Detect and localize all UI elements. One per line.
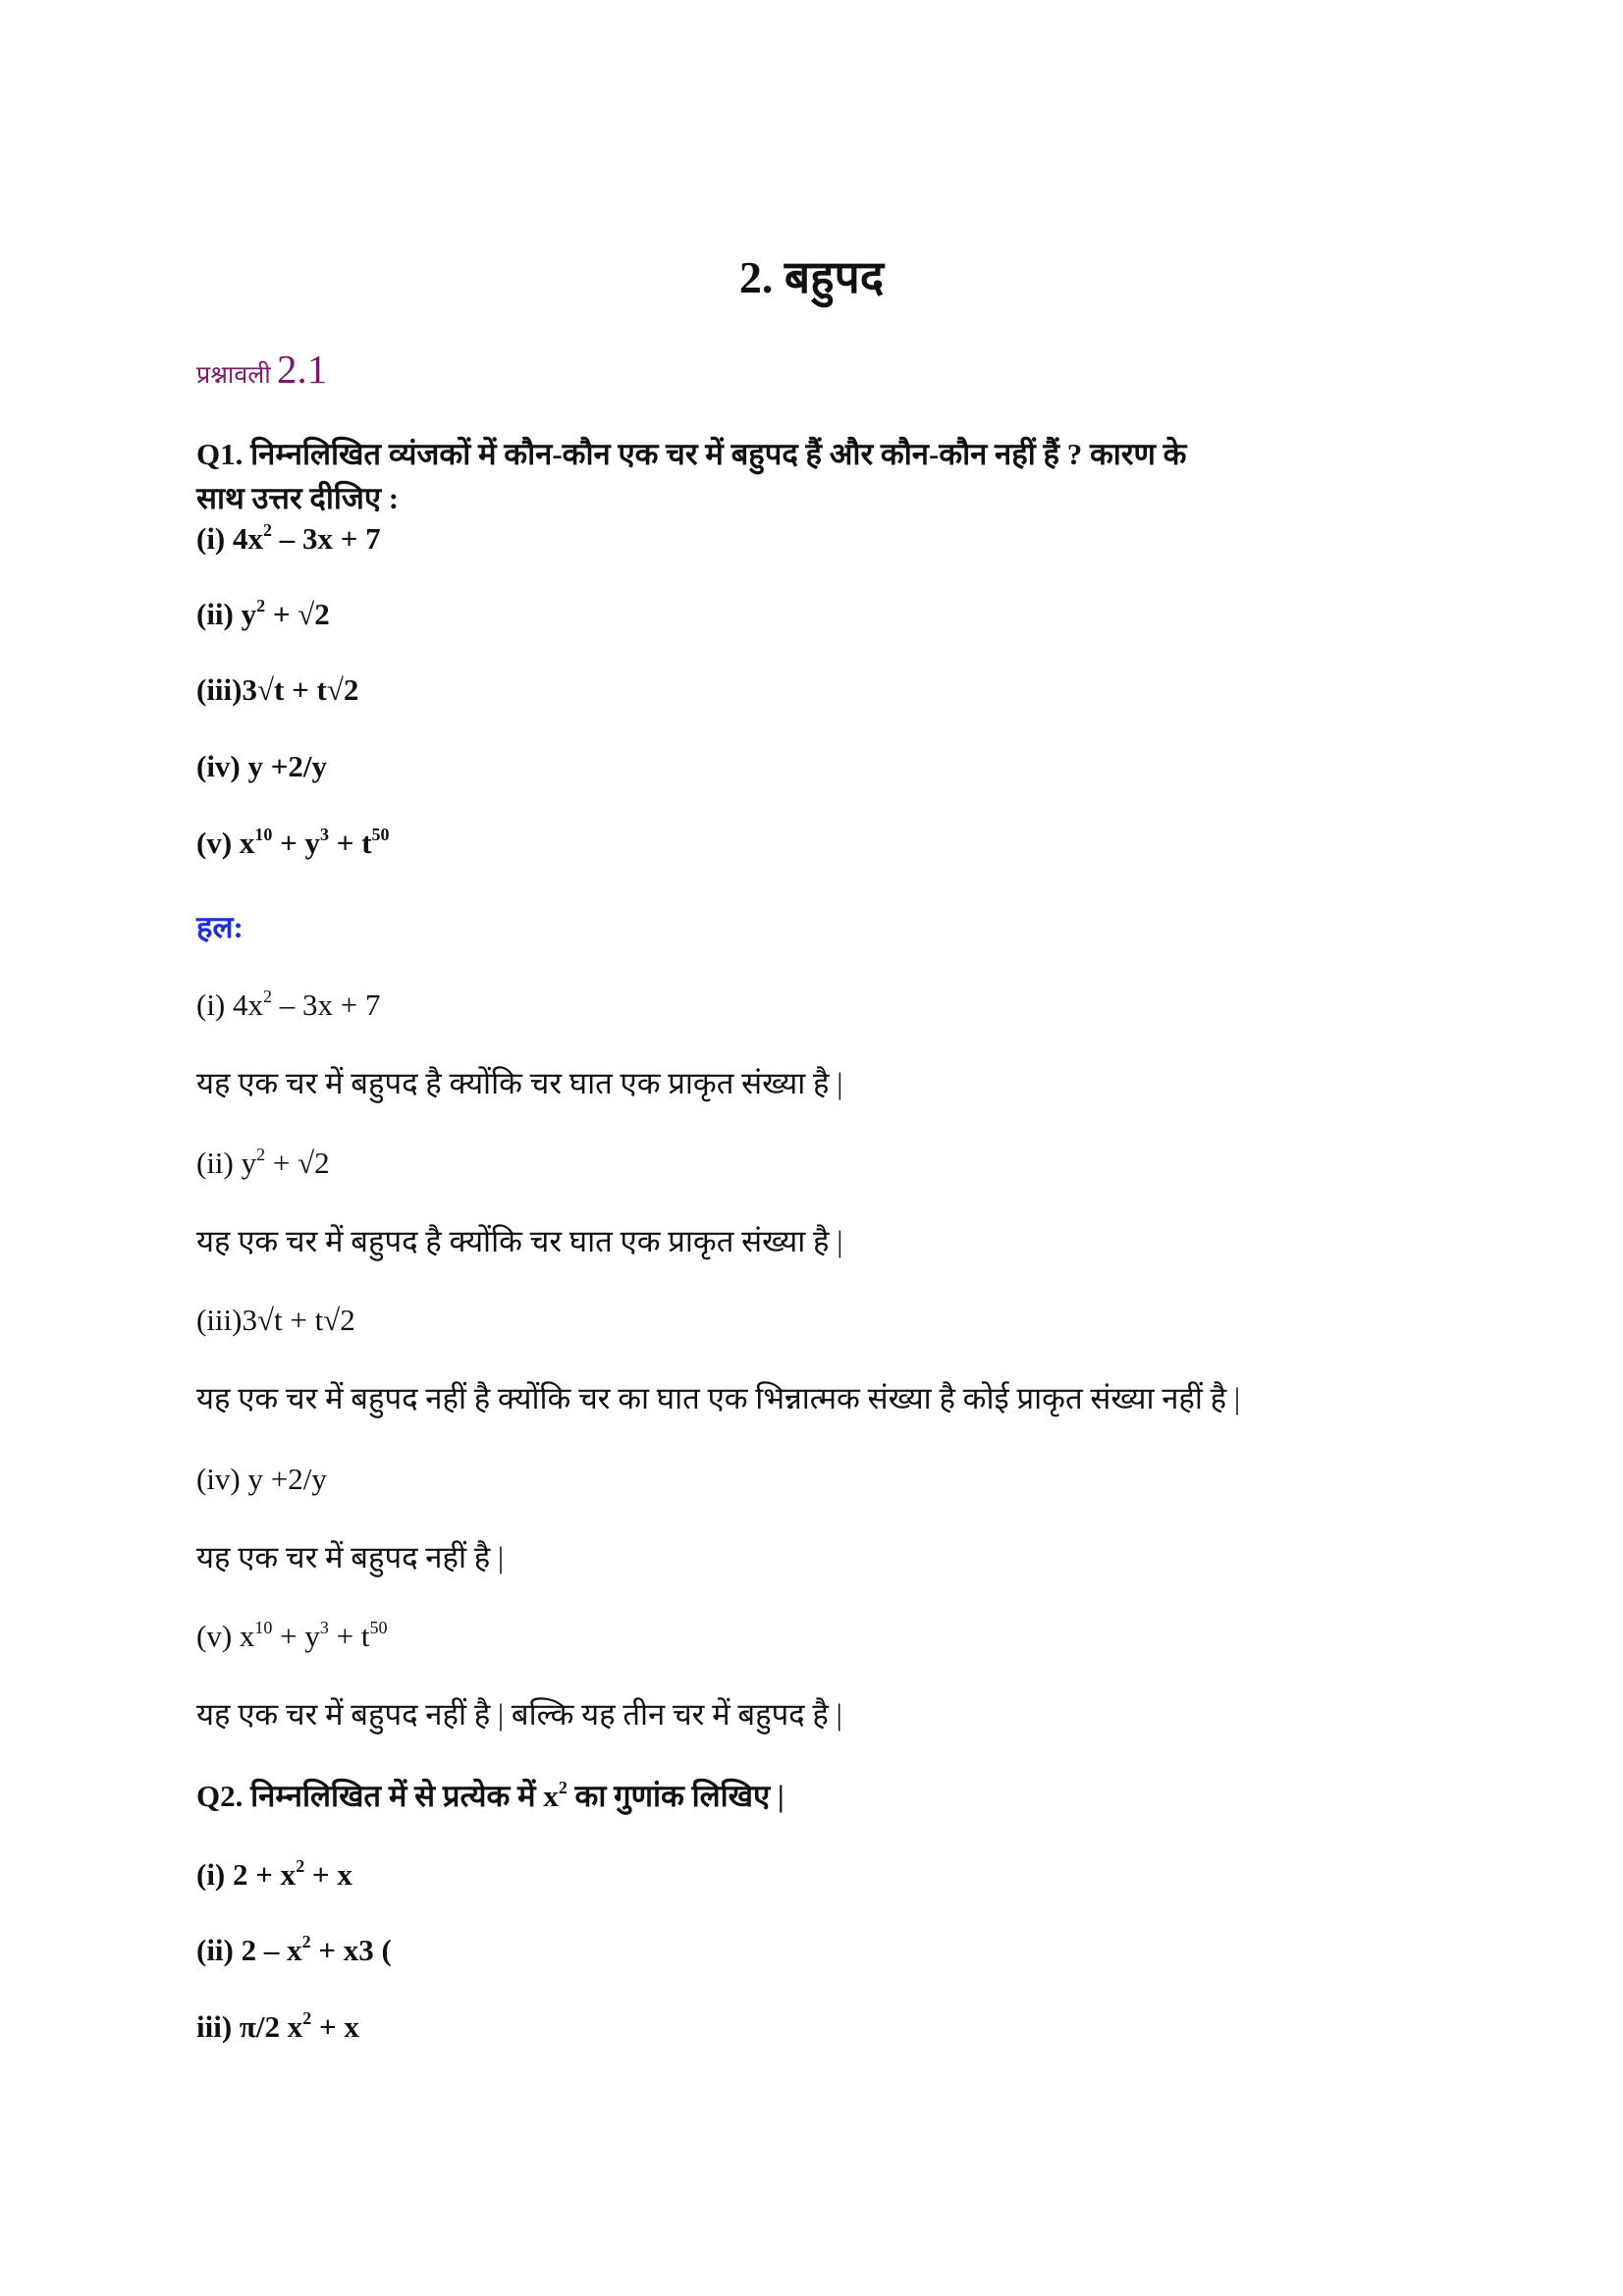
solution-item-iv bbox=[196, 1461, 327, 1497]
solution-item-i bbox=[196, 987, 380, 1023]
q2-question: Q2. निम्नलिखित में से प्रत्येक में $x^2$ का गुणांक लिखिए | bbox=[196, 1778, 784, 1813]
expression: $4x^2 - 3x + 7$ bbox=[233, 520, 381, 556]
solution-item-ii bbox=[196, 1145, 330, 1181]
q1-item-ii bbox=[196, 596, 330, 632]
solution-explanation-iii: यह एक चर में बहुपद नहीं है क्योंकि चर का घात एक भिन्नात्मक संख्या है कोई प्राकृत संख्या नहीं है | bbox=[196, 1381, 1241, 1415]
expression: $4x^2 - 3x + 7$ bbox=[233, 987, 381, 1022]
solution-item-iii bbox=[196, 1302, 355, 1338]
item-label: (ii) bbox=[196, 1933, 234, 1967]
item-label: (ii) bbox=[196, 597, 234, 631]
q1-question-line1: Q1. निम्नलिखित व्यंजकों में कौन-कौन एक चर में बहुपद हैं और कौन-कौन नहीं हैं ? कारण के bbox=[196, 437, 1187, 471]
q2-item-ii bbox=[196, 1932, 392, 1968]
exercise-number: 2.1 bbox=[276, 347, 328, 392]
expression: $x^{10} + y^3 + t^{50}$ bbox=[239, 825, 390, 860]
solution-explanation-i: यह एक चर में बहुपद है क्योंकि चर घात एक प्राकृत संख्या है | bbox=[196, 1066, 843, 1100]
q1-item-v bbox=[196, 825, 390, 861]
expression: π/2 $x^2 + x$ bbox=[239, 2008, 359, 2044]
item-label: (v) bbox=[196, 1619, 233, 1653]
expression: $2 - x^2 + x3$ ( bbox=[241, 1932, 392, 1967]
q2-item-iii bbox=[196, 2008, 359, 2045]
item-label: (i) bbox=[196, 521, 226, 556]
item-label: (i) bbox=[196, 1857, 226, 1892]
item-label: (iv) bbox=[196, 749, 241, 783]
solution-item-v bbox=[196, 1618, 387, 1654]
item-label: (iii) bbox=[196, 672, 243, 707]
exercise-heading bbox=[196, 346, 327, 394]
expression: 3√t + t√2 bbox=[242, 672, 359, 707]
chapter-title: 2. बहुपद bbox=[738, 252, 885, 302]
expression: $2 + x^2 + x$ bbox=[233, 1856, 352, 1892]
item-label: (ii) bbox=[196, 1146, 234, 1180]
expression: y +2/y bbox=[247, 1462, 327, 1496]
expression: 3√t + t√2 bbox=[242, 1303, 355, 1337]
solution-heading: हल: bbox=[196, 910, 243, 944]
item-label: (v) bbox=[196, 826, 233, 860]
item-label: (i) bbox=[196, 988, 226, 1022]
solution-explanation-v: यह एक चर में बहुपद नहीं है | बल्कि यह तीन चर में बहुपद है | bbox=[196, 1697, 842, 1732]
q1-item-iv bbox=[196, 748, 327, 784]
solution-explanation-iv: यह एक चर में बहुपद नहीं है | bbox=[196, 1540, 505, 1575]
q1-question-line2: साथ उत्तर दीजिए : bbox=[196, 481, 400, 515]
item-label: (iv) bbox=[196, 1462, 241, 1496]
expression: $x^{10} + y^3 + t^{50}$ bbox=[239, 1618, 388, 1653]
q1-item-i bbox=[196, 520, 381, 557]
solution-explanation-ii: यह एक चर में बहुपद है क्योंकि चर घात एक प्राकृत संख्या है | bbox=[196, 1224, 843, 1258]
exercise-label: प्रश्नावली bbox=[196, 362, 271, 389]
item-label: iii) bbox=[196, 2009, 233, 2044]
q1-item-iii bbox=[196, 671, 358, 708]
expression: $y^2 + √2$ bbox=[241, 1145, 330, 1180]
expression: $y^2 + √2$ bbox=[241, 596, 330, 631]
item-label: (iii) bbox=[196, 1303, 243, 1337]
expression: y +2/y bbox=[247, 749, 328, 783]
q2-item-i bbox=[196, 1856, 352, 1893]
